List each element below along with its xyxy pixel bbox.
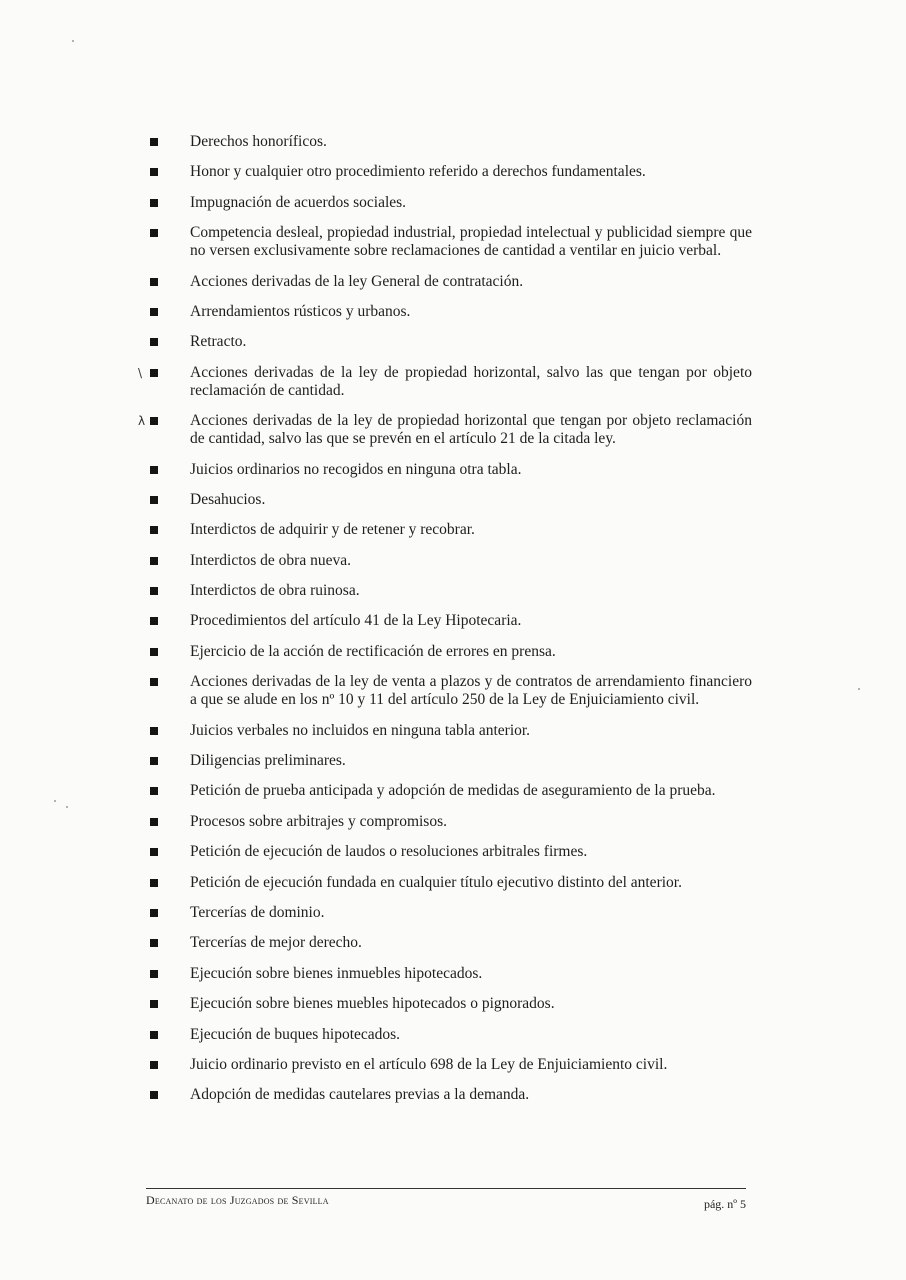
list-item-text: Competencia desleal, propiedad industrial, propiedad intelectual y publicidad siempre que no versen exclusivamente sobre reclamaciones de cantidad a ventilar en juicio verbal. [190,224,752,260]
square-bullet-icon [150,417,158,425]
list-item-text: Procesos sobre arbitrajes y compromisos. [190,812,447,830]
square-bullet-icon [150,278,158,286]
list-item-text: Interdictos de obra ruinosa. [190,582,360,600]
handwritten-margin-mark: λ [138,414,146,429]
square-bullet-icon [150,526,158,534]
list-item-text: Acciones derivadas de la ley de venta a plazos y de contratos de arrendamiento financiero a que se alude en los nº 10 y 11 del artículo 250 de la Ley de Enjuiciamiento civil. [190,673,752,709]
list-item [140,1056,752,1074]
list-item-text: Petición de ejecución fundada en cualquier título ejecutivo distinto del anterior. [190,873,682,891]
list-item-text: Retracto. [190,333,247,351]
square-bullet-icon [150,199,158,207]
list-item-text: Diligencias preliminares. [190,752,346,770]
list-item [140,333,752,351]
square-bullet-icon [150,970,158,978]
list-item-text: Arrendamientos rústicos y urbanos. [190,302,411,320]
square-bullet-icon [150,369,158,377]
square-bullet-icon [150,727,158,735]
square-bullet-icon [150,787,158,795]
list-item-text: Juicios ordinarios no recogidos en ninguna otra tabla. [190,460,522,478]
list-item [140,722,752,740]
list-item [140,813,752,831]
square-bullet-icon [150,939,158,947]
scan-speck [72,40,74,42]
square-bullet-icon [150,587,158,595]
square-bullet-icon [150,648,158,656]
list-item-text: Acciones derivadas de la ley de propiedad horizontal que tengan por objeto reclamación de cantidad, salvo las que se prevén en el artículo 21 de la citada ley. [190,412,752,448]
footer-page-number: pág. nº 5 [703,1197,746,1211]
list-item-text: Acciones derivadas de la ley General de contratación. [190,272,524,290]
square-bullet-icon [150,229,158,237]
square-bullet-icon [150,909,158,917]
scan-speck [858,688,860,690]
square-bullet-icon [150,308,158,316]
list-item-text: Desahucios. [190,490,266,508]
list-item-text: Tercerías de dominio. [190,903,325,921]
square-bullet-icon [150,168,158,176]
list-item [140,412,752,448]
square-bullet-icon [150,818,158,826]
square-bullet-icon [150,757,158,765]
list-item-text: Procedimientos del artículo 41 de la Ley Hipotecaria. [190,612,522,630]
square-bullet-icon [150,1091,158,1099]
square-bullet-icon [150,338,158,346]
list-item [140,461,752,479]
list-item-text: Ejercicio de la acción de rectificación de errores en prensa. [190,642,556,660]
list-item [140,843,752,861]
list-item-text: Ejecución sobre bienes inmuebles hipotecados. [190,964,483,982]
list-item [140,995,752,1013]
list-item [140,965,752,983]
square-bullet-icon [150,879,158,887]
square-bullet-icon [150,1061,158,1069]
list-item [140,904,752,922]
case-type-list [140,133,752,1117]
list-item [140,752,752,770]
list-item-text: Acciones derivadas de la ley de propiedad horizontal, salvo las que tengan por objeto reclamación de cantidad. [190,363,752,399]
list-item [140,1086,752,1104]
list-item-text: Ejecución sobre bienes muebles hipotecados o pignorados. [190,995,555,1013]
square-bullet-icon [150,848,158,856]
list-item [140,874,752,892]
square-bullet-icon [150,466,158,474]
list-item [140,673,752,709]
handwritten-margin-mark: \ [138,365,143,380]
square-bullet-icon [150,1031,158,1039]
square-bullet-icon [150,496,158,504]
list-item [140,1026,752,1044]
list-item-text: Interdictos de obra nueva. [190,551,351,569]
footer-court-name: Decanato de los Juzgados de Sevilla [146,1193,329,1207]
list-item [140,133,752,151]
list-item-text: Juicio ordinario previsto en el artículo 698 de la Ley de Enjuiciamiento civil. [190,1055,668,1073]
list-item-text: Impugnación de acuerdos sociales. [190,193,407,211]
square-bullet-icon [150,1000,158,1008]
square-bullet-icon [150,678,158,686]
list-item [140,163,752,181]
list-item-text: Tercerías de mejor derecho. [190,934,362,952]
list-item-text: Ejecución de buques hipotecados. [190,1025,401,1043]
list-item [140,303,752,321]
list-item [140,582,752,600]
list-item [140,224,752,260]
list-item [140,364,752,400]
list-item [140,934,752,952]
list-item [140,521,752,539]
list-item-text: Adopción de medidas cautelares previas a la demanda. [190,1086,530,1104]
list-item-text: Petición de ejecución de laudos o resoluciones arbitrales firmes. [190,843,588,861]
list-item [140,491,752,509]
list-item [140,782,752,800]
list-item [140,194,752,212]
square-bullet-icon [150,557,158,565]
scan-speck [54,800,56,802]
list-item [140,643,752,661]
list-item-text: Honor y cualquier otro procedimiento referido a derechos fundamentales. [190,163,646,181]
square-bullet-icon [150,138,158,146]
list-item [140,273,752,291]
square-bullet-icon [150,617,158,625]
scan-speck [66,806,68,808]
list-item-text: Interdictos de adquirir y de retener y recobrar. [190,521,475,539]
list-item-text: Petición de prueba anticipada y adopción de medidas de aseguramiento de la prueba. [190,782,716,800]
list-item-text: Derechos honoríficos. [190,133,327,150]
list-item [140,552,752,570]
list-item-text: Juicios verbales no incluidos en ninguna tabla anterior. [190,721,531,739]
page-footer [146,1188,746,1211]
list-item [140,612,752,630]
